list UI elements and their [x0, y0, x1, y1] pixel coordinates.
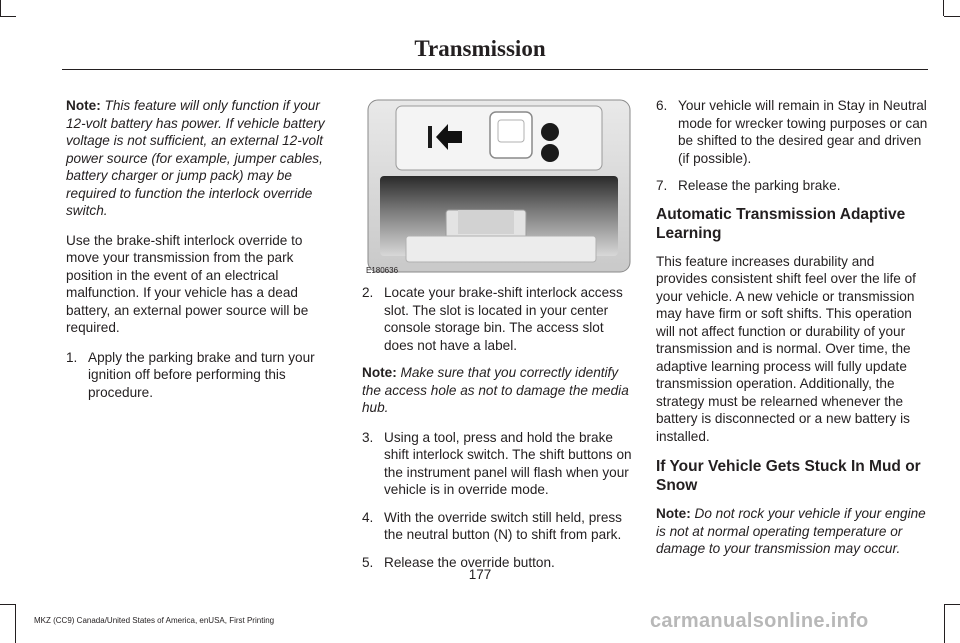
page-number: 177 [468, 567, 492, 582]
section-heading: Automatic Transmission Adaptive Learning [656, 205, 906, 242]
list-item [362, 284, 632, 354]
crop-mark [0, 16, 16, 17]
note-paragraph [66, 97, 336, 220]
step-number: 6. [656, 98, 668, 113]
step-text: Apply the parking brake and turn your ignition off before performing this procedure. [88, 349, 315, 400]
page-title: Transmission [414, 36, 546, 61]
crop-mark [943, 0, 944, 16]
note-paragraph [656, 505, 928, 558]
note-text: This feature will only function if your 12-volt battery has power. If vehicle battery voltage is not sufficient, an external 12-volt power source (for example, jumper cables, battery charger or jump pack) may be required to function the interlock override switch. [66, 98, 325, 218]
crop-mark [0, 0, 1, 16]
crop-mark [15, 604, 16, 643]
list-item [362, 429, 632, 499]
note-text: Make sure that you correctly identify the access hole as not to damage the media hub. [362, 365, 629, 415]
column-left [66, 97, 336, 411]
step-text: Your vehicle will remain in Stay in Neutral mode for wrecker towing purposes or can be shifted to the desired gear and driven (if possible). [678, 98, 928, 166]
step-text: Locate your brake-shift interlock access slot. The slot is located in your center console storage bin. The access slot does not have a label. [384, 285, 623, 353]
list-item [656, 97, 928, 167]
step-number: 5. [362, 554, 374, 570]
step-number: 2. [362, 285, 374, 300]
list-item [66, 349, 336, 402]
section-heading: If Your Vehicle Gets Stuck In Mud or Snow [656, 458, 921, 494]
figure-code: E180636 [366, 266, 399, 275]
step-text: Release the parking brake. [678, 178, 841, 193]
body-paragraph: This feature increases durability and provides consistent shift feel over the life of your vehicle. A new vehicle or transmission may have firm or soft shifts. This operation will not affect function or durability of your transmission and is normal. Over time, the adaptive learning process will fully update transmission operation. Additionally, the strategy must be relearned whenever the battery is disconnected or a new battery is installed. [656, 253, 916, 444]
watermark-text: carmanualsonline.info [650, 610, 869, 632]
step-text: Release the override button. [384, 554, 555, 570]
step-text: With the override switch still held, press the neutral button (N) to shift from park. [384, 509, 622, 542]
step-list [66, 349, 336, 402]
note-paragraph [362, 364, 632, 417]
step-list [362, 284, 632, 354]
crop-mark [944, 604, 945, 643]
console-figure [366, 98, 632, 274]
footer-text: MKZ (CC9) Canada/United States of America, enUSA, First Printing [34, 616, 275, 625]
note-text: Do not rock your vehicle if your engine is not at normal operating temperature or damage to your transmission may occur. [656, 506, 926, 556]
crop-mark [0, 604, 16, 605]
console-illustration [366, 98, 632, 274]
step-text: Using a tool, press and hold the brake shift interlock switch. The shift buttons on the instrument panel will flash when your vehicle is in override mode. [384, 429, 632, 497]
column-middle [362, 284, 632, 581]
crop-mark [944, 604, 960, 605]
note-label: Note: [66, 98, 101, 113]
body-paragraph: Use the brake-shift interlock override to move your transmission from the park position in the event of an electrical malfunction. If your vehicle has a dead battery, an external power source will be required. [66, 232, 309, 335]
step-number: 4. [362, 509, 374, 525]
step-list [656, 97, 928, 195]
list-item [362, 509, 632, 544]
step-list [362, 429, 632, 572]
list-item [656, 177, 928, 195]
title-divider [62, 69, 928, 70]
step-number: 7. [656, 178, 668, 193]
step-number: 1. [66, 349, 78, 365]
crop-mark [944, 16, 960, 17]
step-number: 3. [362, 429, 374, 445]
note-label: Note: [656, 506, 691, 521]
column-right [656, 97, 928, 570]
note-label: Note: [362, 365, 397, 380]
